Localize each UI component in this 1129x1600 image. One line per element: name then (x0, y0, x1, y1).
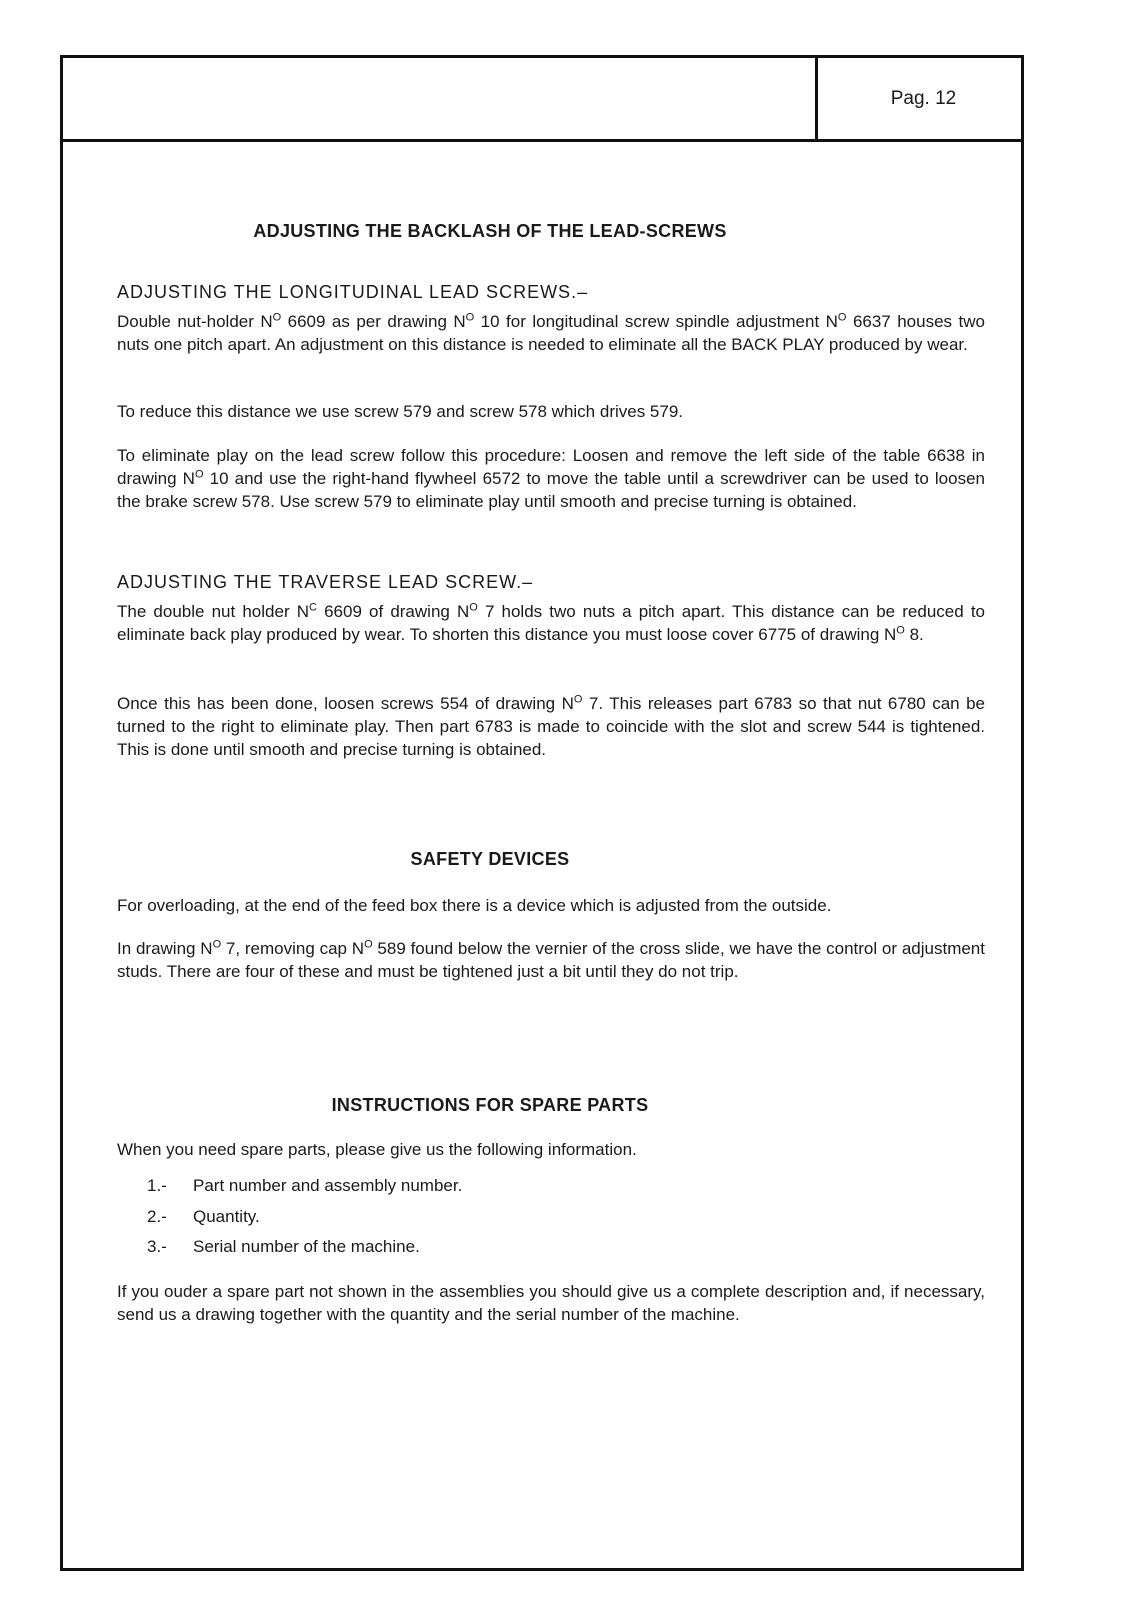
spare-parts-heading: INSTRUCTIONS FOR SPARE PARTS (331, 1095, 649, 1115)
paragraph-longitudinal: Double nut-holder $N^O$ 6609 as per drawing $N^O$ 10 for longitudinal screw spindle adjustment $N^O$ 6637 houses two nuts one pitch apart. An adjustment on this distance is needed to eliminate all the BACK PLAY produced by wear. (117, 311, 985, 354)
page-number: Pag. 12 (890, 88, 957, 109)
page-header (63, 58, 1021, 142)
paragraph-spare-intro: When you need spare parts, please give us the following information. (117, 1140, 637, 1159)
paragraph-traverse: The double nut holder $N^C$ 6609 of drawing $N^O$ 7 holds two nuts a pitch apart. This distance can be reduced to eliminate back play produced by wear. To shorten this distance you must loose cover 6775 of drawing $N^O$ 8. (117, 601, 985, 644)
safety-heading: SAFETY DEVICES (410, 849, 570, 869)
paragraph-eliminate-play: To eliminate play on the lead screw follow this procedure: Loosen and remove the left side of the table 6638 in drawing $N^O$ 10 and use the right-hand flywheel 6572 to move the table until a screwdriver can be used to loosen the brake screw 578. Use screw 579 to eliminate play until smooth and precise turning is obtained. (117, 446, 985, 511)
traverse-subheading: ADJUSTING THE TRAVERSE LEAD SCREW.– (117, 572, 534, 592)
paragraph-reduce-distance: To reduce this distance we use screw 579 and screw 578 which drives 579. (117, 402, 684, 421)
list-item: 3.- Serial number of the machine. (147, 1237, 420, 1256)
paragraph-overloading: For overloading, at the end of the feed box there is a device which is adjusted from the outside. (117, 896, 832, 915)
list-item: 2.- Quantity. (147, 1207, 260, 1226)
paragraph-loosen-screws: Once this has been done, loosen screws 554 of drawing $N^O$ 7. This releases part 6783 so that nut 6780 can be turned to the right to eliminate play. Then part 6783 is made to coincide with the slot and screw 544 is tightened. This is done until smooth and precise turning is obtained. (117, 693, 986, 759)
longitudinal-subheading: ADJUSTING THE LONGITUDINAL LEAD SCREWS.– (117, 282, 589, 302)
list-item: 1.- Part number and assembly number. (147, 1176, 463, 1195)
paragraph-adjustment-studs: In drawing $N^O$ 7, removing cap $N^O$ 589 found below the vernier of the cross slide, we have the control or adjustment studs. There are four of these and must be tightened just a bit until they do not trip. (117, 938, 985, 981)
paragraph-spare-description: If you ouder a spare part not shown in the assemblies you should give us a complete description and, if necessary, send us a drawing together with the quantity and the serial number of the machine. (117, 1282, 985, 1324)
backlash-heading: ADJUSTING THE BACKLASH OF THE LEAD-SCREWS (253, 221, 727, 241)
